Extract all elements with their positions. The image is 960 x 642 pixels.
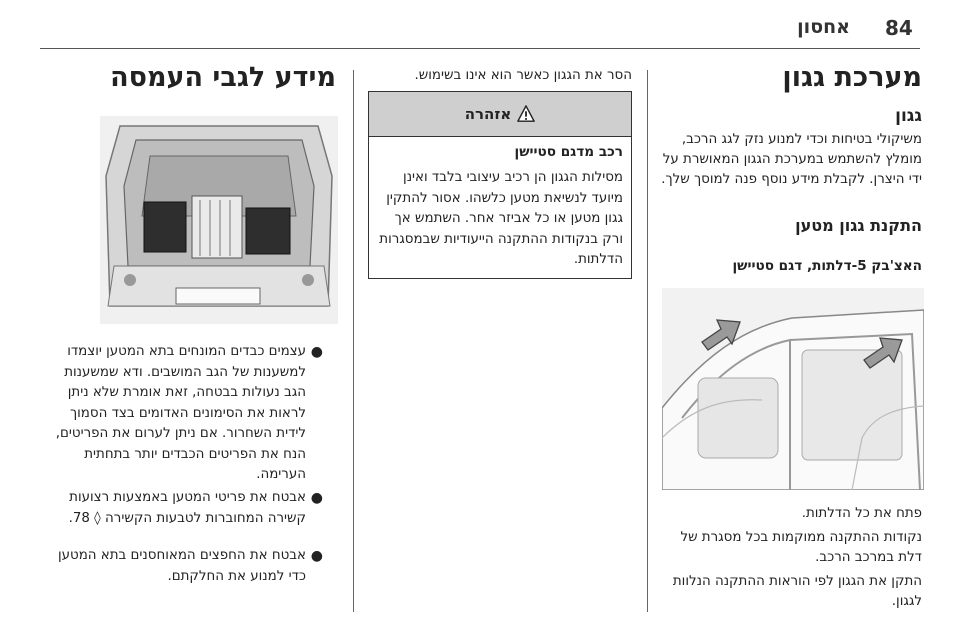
section-title: אחסון — [797, 16, 850, 38]
list-item — [40, 342, 323, 486]
header-rule — [40, 48, 920, 49]
warning-box — [368, 91, 632, 279]
bullet-dot-icon: ● — [310, 490, 323, 506]
install-heading: התקנת גגון מטען — [795, 216, 922, 235]
warning-header — [369, 92, 631, 137]
hatchback-heading: האצ'בק 5-דלתות, דגם סטיישן — [732, 258, 922, 274]
loading-bullet-secure: אבטח את החפצים המאוחסנים בתא המטען כדי למנוע את החלקתם. — [57, 548, 306, 584]
roof-rack-text: משיקולי בטיחות וכדי למנוע נזק לגג הרכב, מומלץ להשתמש במערכת הגגון המאושרת על ידי היצרן. לקבלת מידע נוסף פנה למוסך שלך. — [661, 132, 922, 187]
warning-text: מסילות הגגון הן רכיב עיצובי בלבד ואינן מיועד לנשיאת מטען כלשהו. אסור להתקין גגון מטען או כל אביזר אחר. השתמש אך ורק בנקודות ההתקנה הייעודיות שבמסגרות הדלתות. — [379, 170, 623, 267]
column-divider — [647, 70, 648, 612]
list-item — [40, 488, 323, 529]
roof-rack-heading: גגון — [895, 106, 922, 126]
warning-triangle-icon — [517, 105, 535, 123]
loading-bullet-heavy-items: עצמים כבדים המונחים בתא המטען יוצמדו למשענות של הגב המושבים. ודא שמשענות הגב נעולות בבטחה, זאת אומרת שלא ניתן לראות את הסימונים האדומים בצד הסמוך לידית השחרור. אם ניתן לערום את הפריטים, הנח את הפריטים הכבדים יותר בתחתית הערימה. — [55, 344, 306, 482]
loading-info-title: מידע לגבי העמסה — [110, 62, 336, 93]
roof-rack-mounting-figure — [662, 288, 924, 490]
column-divider — [353, 70, 354, 612]
page-number: 84 — [885, 16, 913, 40]
loading-bullet-straps: אבטח את פריטי המטען באמצעות רצועות קשירה המחוברות לטבעות הקשירה ◊ 78. — [68, 490, 306, 526]
step-install-rack: התקן את הגגון לפי הוראות ההתקנה הנלוות לגגון. — [672, 574, 922, 609]
list-item — [40, 546, 323, 587]
step-open-doors: פתח את כל הדלתות. — [801, 506, 922, 521]
warning-title: אזהרה — [464, 105, 512, 123]
bullet-dot-icon: ● — [310, 344, 323, 360]
bullet-dot-icon: ● — [310, 548, 323, 564]
cargo-loading-figure — [100, 116, 338, 324]
warning-subheading: רכב מדגם סטיישן — [514, 144, 623, 160]
step-mount-points: נקודות ההתקנה ממוקמות בכל מסגרת של דלת במרכב הרכב. — [680, 530, 922, 565]
remove-rack-note: הסר את הגגון כאשר הוא אינו בשימוש. — [414, 68, 632, 83]
cargo-system-title: מערכת גגון — [782, 62, 922, 93]
